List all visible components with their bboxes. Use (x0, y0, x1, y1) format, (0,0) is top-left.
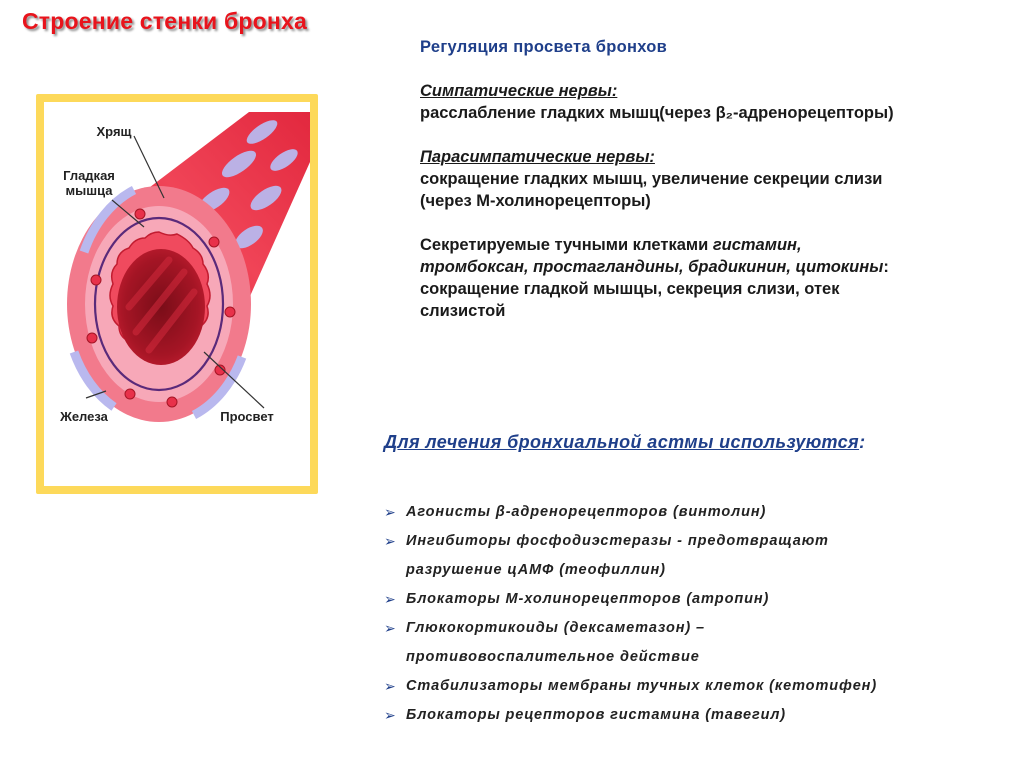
arrow-bullet-icon: ➢ (384, 591, 397, 607)
mast-italic-1: гистамин, (712, 236, 802, 254)
drug-item-text: Глюкокортикоиды (дексаметазон) – (406, 620, 705, 636)
treatment-heading-colon: : (859, 432, 866, 452)
list-item (384, 498, 1004, 527)
regulation-section (420, 36, 1010, 344)
list-item-continuation (384, 643, 1004, 672)
bronchus-figure (44, 102, 310, 486)
drug-item-text: Агонисты β-адренорецепторов (винтолин) (406, 504, 767, 520)
list-item (384, 527, 1004, 556)
mast-line-2 (420, 256, 1010, 278)
mast-colon: : (883, 258, 889, 276)
parasympathetic-block (420, 146, 1010, 212)
arrow-bullet-icon: ➢ (384, 620, 397, 636)
arrow-bullet-icon: ➢ (384, 678, 397, 694)
mast-cell-block (420, 234, 1010, 322)
list-item (384, 672, 1004, 701)
drug-item-text: Стабилизаторы мембраны тучных клеток (кетотифен) (406, 678, 878, 694)
label-gland: Железа (60, 409, 108, 424)
label-cartilage: Хрящ (96, 124, 132, 139)
label-lumen: Просвет (220, 409, 274, 424)
drug-item-text: Блокаторы М-холинорецепторов (атропин) (406, 591, 770, 607)
mast-line-1 (420, 234, 1010, 256)
mast-italic-2: тромбоксан, простагландины, брадикинин, цитокины (420, 258, 884, 276)
bronchus-figure-frame (36, 94, 318, 494)
label-smooth-muscle: Гладкая мышца (63, 168, 115, 198)
mast-line-4: слизистой (420, 302, 506, 320)
drug-item-text: Ингибиторы фосфодиэстеразы - предотвращают (406, 533, 829, 549)
treatment-heading-text: Для лечения бронхиальной астмы используются (384, 432, 860, 452)
parasympathetic-title: Парасимпатические нервы: (420, 148, 655, 166)
arrow-bullet-icon: ➢ (384, 707, 397, 723)
list-item-continuation (384, 556, 1004, 585)
arrow-bullet-icon: ➢ (384, 504, 397, 520)
parasympathetic-line-1: сокращение гладких мышц, увеличение секреции слизи (420, 170, 883, 188)
bronchus-illustration (44, 102, 310, 486)
list-item (384, 701, 1004, 730)
mast-line-3: сокращение гладкой мышцы, секреция слизи, отек (420, 280, 840, 298)
drug-item-text: противовоспалительное действие (406, 649, 700, 665)
parasympathetic-line-2: (через М-холинорецепторы) (420, 192, 651, 210)
sympathetic-title: Симпатические нервы: (420, 82, 618, 100)
regulation-heading: Регуляция просвета бронхов (420, 38, 668, 56)
drug-list (384, 498, 1004, 730)
drug-item-text: Блокаторы рецепторов гистамина (тавегил) (406, 707, 787, 723)
sympathetic-block (420, 80, 1010, 124)
sympathetic-text: расслабление гладких мышц(через β₂-адренорецепторы) (420, 104, 894, 122)
treatment-heading (384, 432, 865, 453)
arrow-bullet-icon: ➢ (384, 533, 397, 549)
list-item (384, 614, 1004, 643)
drug-item-text: разрушение цАМФ (теофиллин) (406, 562, 666, 578)
list-item (384, 585, 1004, 614)
mast-prefix: Секретируемые тучными клетками (420, 236, 713, 254)
slide-title: Строение стенки бронха (22, 8, 307, 34)
